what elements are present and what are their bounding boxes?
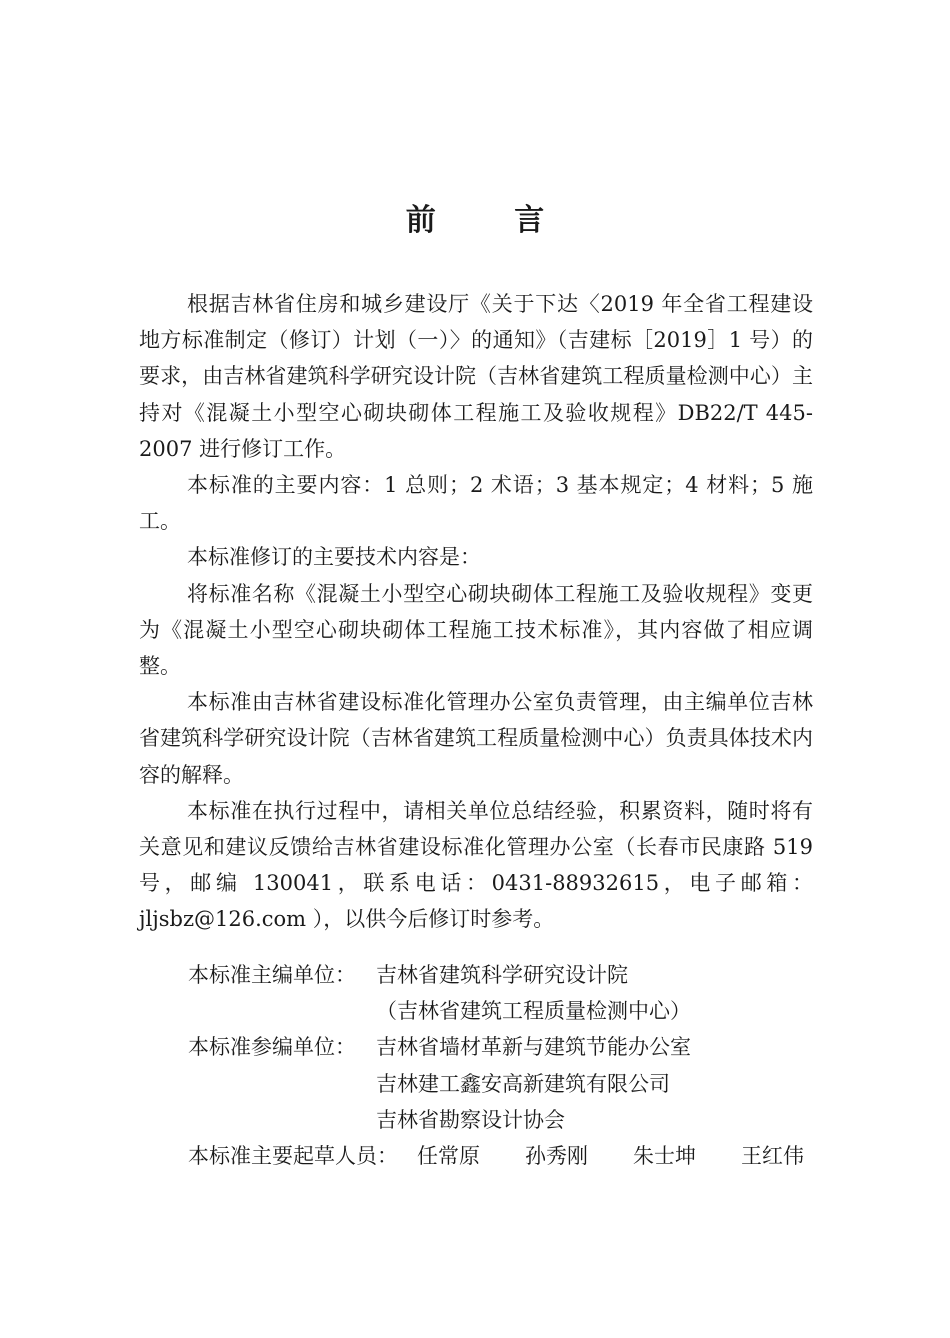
page-title: 前 言	[405, 203, 579, 238]
drafters-row	[188, 1138, 828, 1174]
drafter-name: 任常原	[417, 1144, 480, 1169]
paragraph-feedback: 本标准在执行过程中，请相关单位总结经验，积累资料，随时将有关意见和建议反馈给吉林省建设标准化管理办公室（长春市民康路 519 号，邮编 130041，联系电话：0431-88932615，电子邮箱：jljsbz@126.com ），以供今后修订时参考。	[139, 798, 813, 932]
credits-section	[188, 957, 828, 1174]
drafters-names	[417, 1138, 804, 1174]
participating-row	[188, 1029, 828, 1138]
paragraph-main-contents: 本标准的主要内容：1 总则；2 术语；3 基本规定；4 材料；5 施工。	[139, 473, 813, 534]
drafter-name: 孙秀刚	[525, 1144, 588, 1169]
participating-units	[376, 1029, 691, 1138]
paragraph-revision-detail: 将标准名称《混凝土小型空心砌块砌体工程施工及验收规程》变更为《混凝土小型空心砌块砌体工程施工技术标准》，其内容做了相应调整。	[139, 581, 813, 679]
chief-editor-label: 本标准主编单位：	[188, 963, 356, 987]
drafter-name: 朱士坤	[633, 1144, 696, 1169]
preface-body	[139, 286, 813, 938]
participating-label: 本标准参编单位：	[188, 1035, 356, 1060]
chief-editor-units	[376, 957, 691, 1029]
participating-unit: 吉林省勘察设计协会	[376, 1107, 565, 1132]
paragraph-management: 本标准由吉林省建设标准化管理办公室负责管理，由主编单位吉林省建筑科学研究设计院（吉林省建筑工程质量检测中心）负责具体技术内容的解释。	[139, 690, 813, 787]
paragraph-background: 根据吉林省住房和城乡建设厅《关于下达〈2019 年全省工程建设地方标准制定（修订）计划（一）〉的通知》（吉建标［2019］1 号）的要求，由吉林省建筑科学研究设计院（吉林省建筑工程质量检测中心）主持对《混凝土小型空心砌块砌体工程施工及验收规程》DB22/T 445-2007 进行修订工作。	[139, 292, 813, 461]
participating-unit: 吉林建工鑫安高新建筑有限公司	[376, 1071, 670, 1096]
drafters-label: 本标准主要起草人员：	[188, 1144, 398, 1169]
chief-editor-unit: 吉林省建筑科学研究设计院	[376, 963, 628, 987]
drafter-name: 王红伟	[741, 1144, 804, 1169]
chief-editor-row	[188, 957, 828, 1029]
participating-unit: 吉林省墙材革新与建筑节能办公室	[376, 1035, 691, 1060]
chief-editor-unit-alias: （吉林省建筑工程质量检测中心）	[376, 999, 691, 1024]
paragraph-revision-intro: 本标准修订的主要技术内容是：	[187, 545, 481, 570]
